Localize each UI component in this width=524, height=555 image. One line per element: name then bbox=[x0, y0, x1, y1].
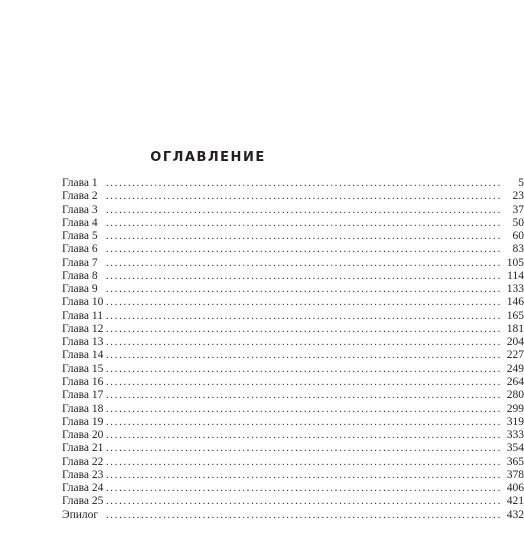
toc-dot-leader: .......................................................................................... bbox=[106, 469, 502, 481]
toc-entry-page-number: 264 bbox=[506, 375, 524, 388]
toc-entry bbox=[62, 495, 524, 508]
toc-entry bbox=[62, 415, 524, 429]
toc-entry-label: Глава 19 bbox=[62, 415, 104, 428]
toc-entry-label: Глава 2 bbox=[62, 190, 98, 203]
toc-dot-leader: .......................................................................................... bbox=[106, 191, 502, 203]
toc-entry-page-number: 354 bbox=[506, 442, 524, 455]
toc-dot-leader: .......................................................................................... bbox=[106, 443, 502, 455]
toc-entry bbox=[62, 375, 524, 389]
toc-entry bbox=[62, 389, 524, 402]
toc-title: ОГЛАВЛЕНИЕ bbox=[150, 150, 266, 165]
toc-dot-leader: .......................................................................................... bbox=[106, 509, 502, 521]
toc-dot-leader: .......................................................................................... bbox=[106, 350, 502, 362]
toc-entry-label: Глава 24 bbox=[62, 482, 104, 495]
toc-entry bbox=[62, 455, 524, 469]
toc-entry-page-number: 181 bbox=[506, 322, 524, 335]
toc-entry bbox=[62, 203, 524, 217]
toc-entry-page-number: 60 bbox=[512, 230, 524, 243]
toc-dot-leader: .......................................................................................... bbox=[106, 390, 502, 402]
toc-entry bbox=[62, 243, 524, 256]
toc-entry-label: Глава 11 bbox=[62, 309, 103, 322]
toc-dot-leader: .......................................................................................... bbox=[106, 430, 502, 442]
toc-dot-leader: .......................................................................................... bbox=[106, 244, 502, 256]
toc-entry bbox=[62, 296, 524, 309]
toc-dot-leader: .......................................................................................... bbox=[106, 310, 502, 322]
toc-entry-page-number: 333 bbox=[506, 429, 524, 442]
toc-entry-label: Глава 1 bbox=[62, 177, 98, 189]
toc-entry-label: Глава 20 bbox=[62, 429, 104, 442]
toc-entry-label: Эпилог bbox=[62, 508, 99, 521]
toc-dot-leader: .......................................................................................... bbox=[106, 376, 502, 388]
toc-entry-page-number: 432 bbox=[506, 508, 524, 521]
toc-entry-page-number: 83 bbox=[512, 243, 524, 256]
toc-entry bbox=[62, 230, 524, 243]
toc-entry-label: Глава 15 bbox=[62, 362, 104, 375]
toc-entry bbox=[62, 508, 524, 522]
toc-dot-leader: .......................................................................................... bbox=[106, 178, 502, 189]
toc-dot-leader: .......................................................................................... bbox=[106, 204, 502, 216]
toc-entry-page-number: 114 bbox=[507, 269, 524, 282]
toc-entry-label: Глава 13 bbox=[62, 336, 104, 349]
toc-entry-label: Глава 16 bbox=[62, 375, 104, 388]
toc-entry-page-number: 105 bbox=[506, 256, 524, 269]
toc-entry-label: Глава 12 bbox=[62, 322, 104, 335]
toc-entry bbox=[62, 442, 524, 455]
toc-entry-page-number: 50 bbox=[512, 216, 524, 229]
toc-entry-label: Глава 8 bbox=[62, 269, 98, 282]
toc-entry-page-number: 165 bbox=[506, 309, 524, 322]
toc-entry bbox=[62, 468, 524, 482]
toc-entry bbox=[62, 402, 524, 416]
toc-entry-label: Глава 17 bbox=[62, 389, 104, 402]
toc-entry-page-number: 406 bbox=[506, 482, 524, 495]
toc-dot-leader: .......................................................................................... bbox=[106, 297, 502, 309]
toc-entry bbox=[62, 216, 524, 230]
toc-entry-page-number: 133 bbox=[506, 283, 524, 296]
toc-dot-leader: .......................................................................................... bbox=[106, 363, 502, 375]
toc-entry bbox=[62, 336, 524, 349]
toc-dot-leader: .......................................................................................... bbox=[106, 323, 502, 335]
toc-dot-leader: .......................................................................................... bbox=[106, 284, 502, 296]
toc-dot-leader: .......................................................................................... bbox=[106, 496, 502, 508]
toc-entry bbox=[62, 429, 524, 442]
toc-entry-label: Глава 10 bbox=[62, 296, 104, 309]
toc-entry-label: Глава 18 bbox=[62, 402, 104, 415]
toc-entry-label: Глава 23 bbox=[62, 468, 104, 481]
toc-entry-label: Глава 14 bbox=[62, 349, 104, 362]
toc-dot-leader: .......................................................................................... bbox=[106, 403, 502, 415]
toc-list bbox=[62, 177, 524, 522]
toc-entry-page-number: 146 bbox=[506, 296, 524, 309]
toc-entry-label: Глава 25 bbox=[62, 495, 104, 508]
toc-entry-page-number: 280 bbox=[506, 389, 524, 402]
toc-entry bbox=[62, 362, 524, 376]
toc-entry-page-number: 319 bbox=[506, 415, 524, 428]
toc-entry-label: Глава 21 bbox=[62, 442, 104, 455]
toc-entry-page-number: 421 bbox=[506, 495, 524, 508]
toc-entry-page-number: 37 bbox=[512, 203, 524, 216]
toc-dot-leader: .......................................................................................... bbox=[106, 231, 502, 243]
toc-dot-leader: .......................................................................................... bbox=[106, 416, 502, 428]
toc-entry bbox=[62, 283, 524, 296]
toc-entry bbox=[62, 322, 524, 336]
toc-dot-leader: .......................................................................................... bbox=[106, 257, 502, 269]
toc-entry bbox=[62, 482, 524, 495]
toc-entry-page-number: 378 bbox=[506, 468, 524, 481]
toc-entry-page-number: 299 bbox=[506, 402, 524, 415]
toc-entry bbox=[62, 177, 524, 190]
toc-entry-label: Глава 5 bbox=[62, 230, 98, 243]
toc-entry bbox=[62, 349, 524, 362]
toc-dot-leader: .......................................................................................... bbox=[106, 456, 502, 468]
toc-entry bbox=[62, 309, 524, 323]
toc-entry-page-number: 365 bbox=[506, 455, 524, 468]
toc-entry-page-number: 204 bbox=[506, 336, 524, 349]
toc-entry-label: Глава 6 bbox=[62, 243, 98, 256]
toc-entry-label: Глава 9 bbox=[62, 283, 98, 296]
toc-entry-page-number: 249 bbox=[506, 362, 524, 375]
toc-dot-leader: .......................................................................................... bbox=[106, 337, 502, 349]
toc-entry bbox=[62, 256, 524, 270]
toc-entry-page-number: 227 bbox=[506, 349, 524, 362]
toc-entry-label: Глава 4 bbox=[62, 216, 98, 229]
toc-dot-leader: .......................................................................................... bbox=[106, 270, 502, 282]
toc-entry bbox=[62, 190, 524, 203]
toc-dot-leader: .......................................................................................... bbox=[106, 483, 502, 495]
toc-entry-label: Глава 22 bbox=[62, 455, 104, 468]
toc-entry bbox=[62, 269, 524, 283]
toc-entry-label: Глава 3 bbox=[62, 203, 98, 216]
toc-entry-label: Глава 7 bbox=[62, 256, 98, 269]
toc-entry-page-number: 5 bbox=[518, 177, 524, 189]
toc-dot-leader: .......................................................................................... bbox=[106, 217, 502, 229]
toc-entry-page-number: 23 bbox=[512, 190, 524, 203]
